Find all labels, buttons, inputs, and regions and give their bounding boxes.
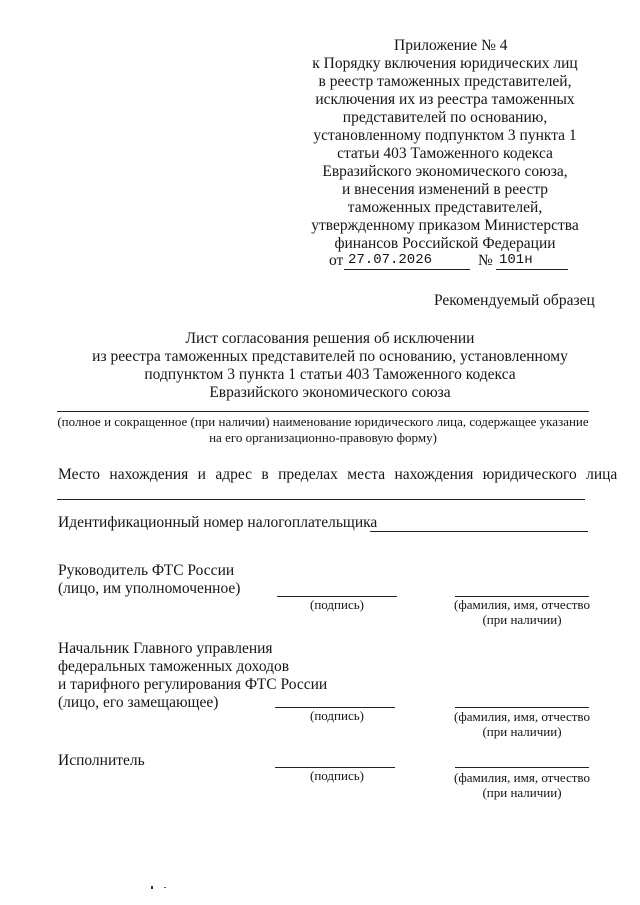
location-field-line[interactable] xyxy=(57,499,585,500)
signature-caption: (подпись) xyxy=(310,597,364,612)
title-line: подпунктом 3 пункта 1 статьи 403 Таможенного кодекса xyxy=(144,366,516,383)
scan-speck xyxy=(151,886,153,889)
number-prefix: № xyxy=(478,252,493,269)
signatory-position: и тарифного регулирования ФТС России xyxy=(58,676,328,693)
location-label: Место нахождения и адрес в пределах места нахождения юридического лица xyxy=(58,466,618,483)
signatory-position: Руководитель ФТС России xyxy=(58,562,235,579)
appendix-line: установленному подпунктом 3 пункта 1 xyxy=(313,127,577,144)
org-name-caption: на его организационно-правовую форму) xyxy=(209,430,437,445)
appendix-line: утвержденному приказом Министерства xyxy=(311,217,579,234)
full-name-caption: (фамилия, имя, отчество xyxy=(454,770,590,785)
number-underline xyxy=(496,269,568,270)
appendix-line: представителей по основанию, xyxy=(342,109,548,126)
full-name-caption: (фамилия, имя, отчество xyxy=(454,709,590,724)
appendix-line: и внесения изменений в реестр xyxy=(341,181,549,198)
title-line: из реестра таможенных представителей по основанию, установленному xyxy=(92,348,568,365)
inn-label: Идентификационный номер налогоплательщика xyxy=(58,514,378,531)
appendix-line: к Порядку включения юридических лиц xyxy=(312,55,578,72)
appendix-line: Евразийского экономического союза, xyxy=(322,163,568,180)
signature-caption: (подпись) xyxy=(310,768,364,783)
full-name-caption: (при наличии) xyxy=(482,724,562,739)
signatory-position: Исполнитель xyxy=(58,752,145,769)
full-name-caption: (при наличии) xyxy=(482,785,562,800)
full-name-line[interactable] xyxy=(455,707,589,708)
date-prefix: от xyxy=(329,252,344,269)
inn-field-line[interactable] xyxy=(370,531,588,532)
order-number: 101н xyxy=(499,252,533,268)
title-line: Евразийского экономического союза xyxy=(209,384,451,401)
appendix-line: статьи 403 Таможенного кодекса xyxy=(337,145,553,162)
appendix-line: в реестр таможенных представителей, xyxy=(318,73,572,90)
signatory-position: федеральных таможенных доходов xyxy=(58,658,290,675)
signatory-position: (лицо, его замещающее) xyxy=(58,694,219,711)
org-name-line[interactable] xyxy=(57,411,589,412)
org-name-caption: (полное и сокращенное (при наличии) наименование юридического лица, содержащее указание xyxy=(57,414,589,429)
signatory-position: (лицо, им уполномоченное) xyxy=(58,580,241,597)
appendix-title: Приложение № 4 xyxy=(394,37,508,54)
recommended-sample-label: Рекомендуемый образец xyxy=(434,292,595,309)
title-line: Лист согласования решения об исключении xyxy=(185,330,475,347)
signatory-position: Начальник Главного управления xyxy=(58,640,273,657)
scan-speck xyxy=(164,887,166,888)
order-date: 27.07.2026 xyxy=(348,252,433,268)
appendix-line: таможенных представителей, xyxy=(347,199,543,216)
full-name-caption: (при наличии) xyxy=(482,612,562,627)
date-underline xyxy=(344,269,470,270)
appendix-line: исключения их из реестра таможенных xyxy=(315,91,575,108)
full-name-line[interactable] xyxy=(455,767,589,768)
full-name-caption: (фамилия, имя, отчество xyxy=(454,597,590,612)
signature-caption: (подпись) xyxy=(310,708,364,723)
appendix-line: финансов Российской Федерации xyxy=(334,235,556,252)
